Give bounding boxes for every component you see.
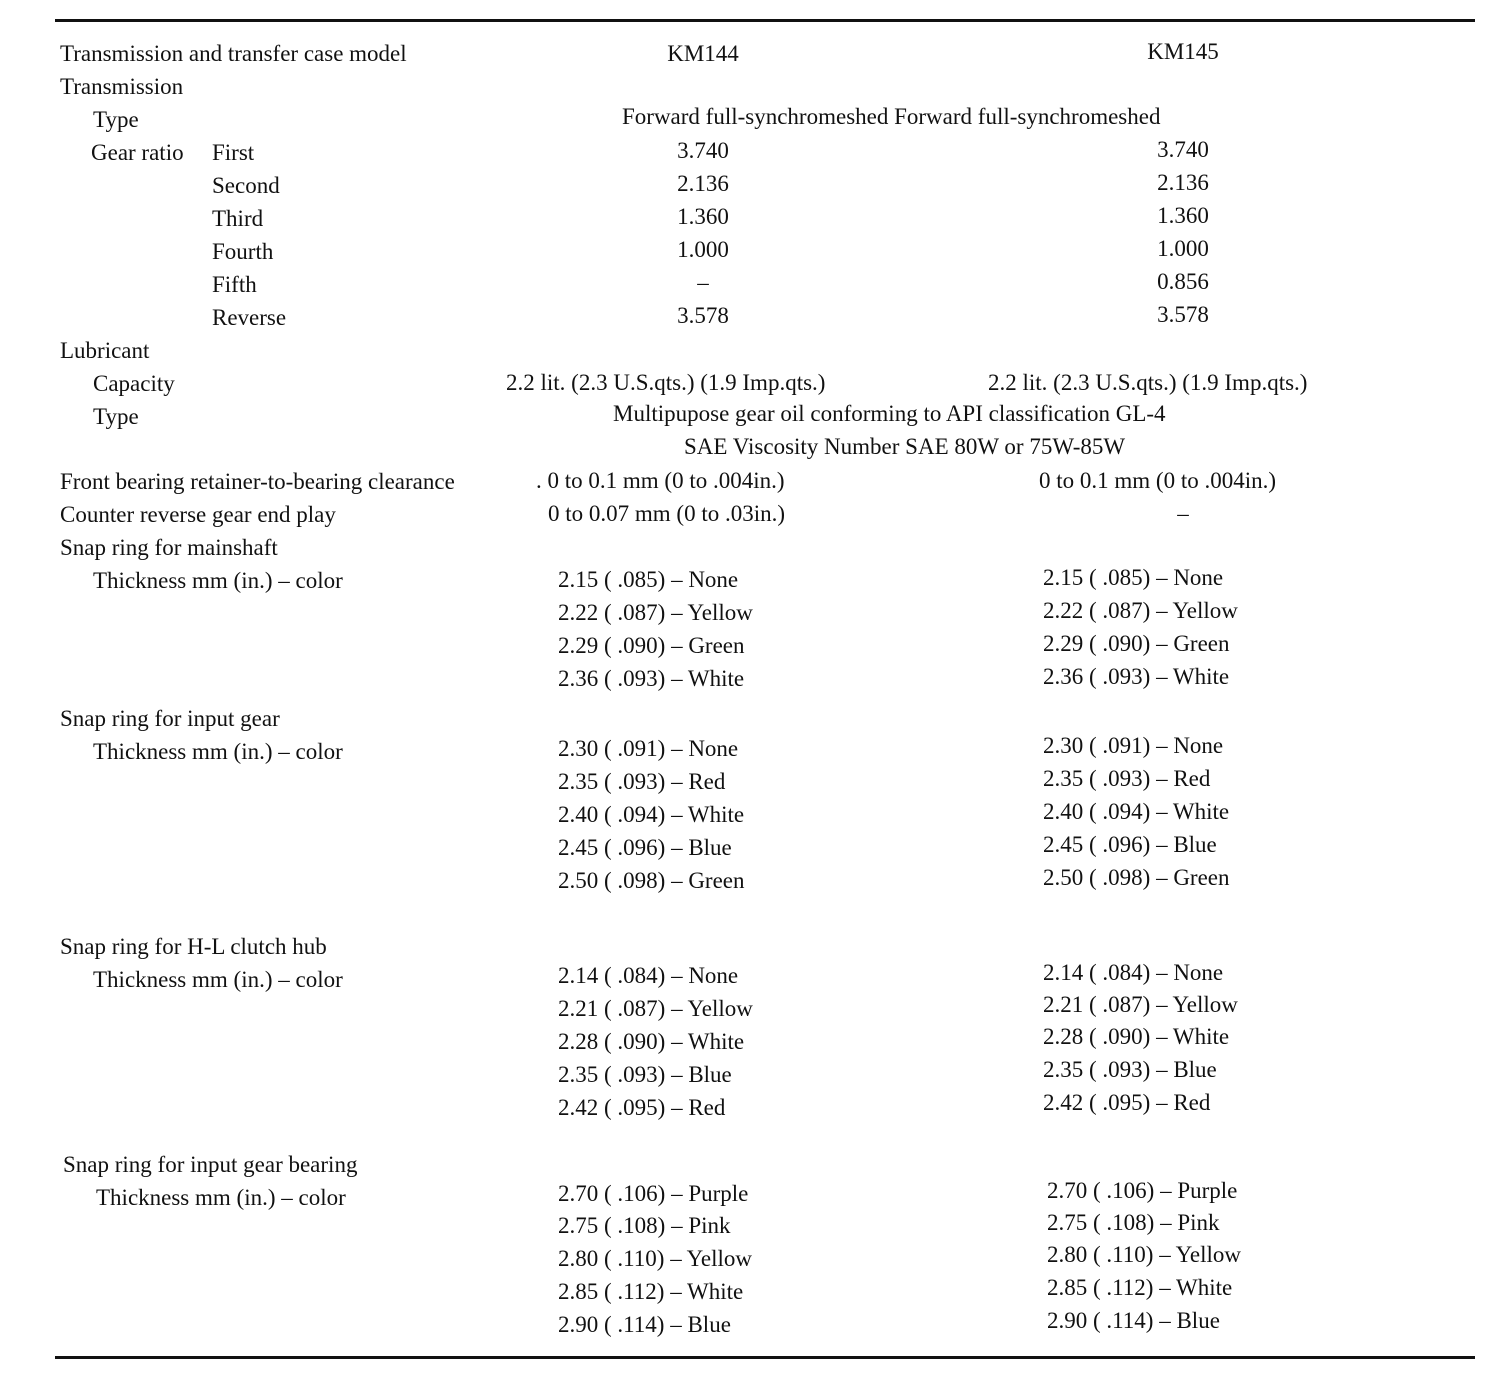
transmission-type-value: Forward full-synchromeshed Forward full-synchromeshed <box>622 104 1161 129</box>
snap-ring-value-b: 2.36 ( .093) – White <box>1043 664 1230 689</box>
lubricant-type-line-2: SAE Viscosity Number SAE 80W or 75W-85W <box>684 434 1126 459</box>
gear-name: Reverse <box>212 305 287 330</box>
gear-ratio-a: 1.000 <box>677 237 729 262</box>
gear-name: Fourth <box>212 239 274 264</box>
gear-ratio-a: 1.360 <box>677 204 729 229</box>
snap-ring-value-a: 2.35 ( .093) – Blue <box>558 1062 732 1087</box>
gear-name: Third <box>212 206 264 231</box>
gear-ratio-a: 3.578 <box>677 303 729 328</box>
gear-ratio-a: 3.740 <box>677 138 729 163</box>
snap-ring-heading: Snap ring for input gear bearing <box>63 1152 358 1177</box>
snap-ring-value-b: 2.15 ( .085) – None <box>1043 565 1224 590</box>
snap-ring-value-b: 2.14 ( .084) – None <box>1043 960 1224 985</box>
snap-ring-value-b: 2.35 ( .093) – Red <box>1043 766 1211 791</box>
capacity-a: 2.2 lit. (2.3 U.S.qts.) (1.9 Imp.qts.) <box>506 370 826 395</box>
snap-ring-value-a: 2.75 ( .108) – Pink <box>558 1213 731 1238</box>
snap-ring-value-b: 2.85 ( .112) – White <box>1047 1275 1233 1300</box>
counter-reverse-a: 0 to 0.07 mm (0 to .03in.) <box>548 501 786 526</box>
gear-ratio-b: 0.856 <box>1157 269 1209 294</box>
lubricant-type-line-1: Multipupose gear oil conforming to API classification GL-4 <box>613 401 1166 426</box>
snap-ring-value-a: 2.21 ( .087) – Yellow <box>558 996 753 1021</box>
bottom-rule <box>55 1356 1475 1359</box>
snap-ring-heading: Snap ring for H-L clutch hub <box>60 934 327 959</box>
snap-ring-heading: Snap ring for mainshaft <box>60 535 278 560</box>
model-b-heading: KM145 <box>1147 39 1219 64</box>
gear-name: Fifth <box>212 272 257 297</box>
snap-ring-value-b: 2.30 ( .091) – None <box>1043 733 1224 758</box>
capacity-label: Capacity <box>93 371 175 396</box>
transmission-type-label: Type <box>93 107 139 132</box>
gear-ratio-a: 2.136 <box>677 171 729 196</box>
snap-ring-value-a: 2.14 ( .084) – None <box>558 963 739 988</box>
snap-ring-value-a: 2.40 ( .094) – White <box>558 802 745 827</box>
counter-reverse-b: – <box>1177 501 1189 526</box>
gear-ratio-b: 2.136 <box>1157 170 1209 195</box>
snap-ring-value-a: 2.90 ( .114) – Blue <box>558 1312 731 1337</box>
gear-ratio-b: 3.740 <box>1157 137 1209 162</box>
snap-ring-value-b: 2.22 ( .087) – Yellow <box>1043 598 1238 623</box>
snap-ring-value-b: 2.45 ( .096) – Blue <box>1043 832 1217 857</box>
snap-ring-value-b: 2.75 ( .108) – Pink <box>1047 1210 1220 1235</box>
gear-ratio-label: Gear ratio <box>91 140 184 165</box>
gear-ratio-b: 1.000 <box>1157 236 1209 261</box>
model-label: Transmission and transfer case model <box>60 41 407 66</box>
snap-ring-value-a: 2.85 ( .112) – White <box>558 1279 744 1304</box>
snap-ring-sublabel: Thickness mm (in.) – color <box>93 568 343 593</box>
counter-reverse-label: Counter reverse gear end play <box>60 502 336 527</box>
gear-ratio-b: 1.360 <box>1157 203 1209 228</box>
snap-ring-value-a: 2.50 ( .098) – Green <box>558 868 745 893</box>
snap-ring-value-a: 2.15 ( .085) – None <box>558 567 739 592</box>
transmission-heading: Transmission <box>60 74 184 99</box>
capacity-b: 2.2 lit. (2.3 U.S.qts.) (1.9 Imp.qts.) <box>988 370 1308 395</box>
snap-ring-sublabel: Thickness mm (in.) – color <box>93 739 343 764</box>
gear-name: Second <box>212 173 280 198</box>
snap-ring-value-b: 2.90 ( .114) – Blue <box>1047 1308 1220 1333</box>
snap-ring-value-b: 2.80 ( .110) – Yellow <box>1047 1242 1242 1267</box>
snap-ring-value-a: 2.28 ( .090) – White <box>558 1029 745 1054</box>
snap-ring-value-a: 2.29 ( .090) – Green <box>558 633 745 658</box>
snap-ring-value-b: 2.40 ( .094) – White <box>1043 799 1230 824</box>
top-rule <box>55 19 1475 22</box>
lubricant-type-label: Type <box>93 404 139 429</box>
lubricant-heading: Lubricant <box>60 338 150 363</box>
snap-ring-value-a: 2.42 ( .095) – Red <box>558 1095 726 1120</box>
snap-ring-sublabel: Thickness mm (in.) – color <box>96 1185 346 1210</box>
snap-ring-value-a: 2.36 ( .093) – White <box>558 666 745 691</box>
snap-ring-sublabel: Thickness mm (in.) – color <box>93 967 343 992</box>
gear-name: First <box>212 140 255 165</box>
snap-ring-value-a: 2.22 ( .087) – Yellow <box>558 600 753 625</box>
snap-ring-value-b: 2.29 ( .090) – Green <box>1043 631 1230 656</box>
snap-ring-value-a: 2.30 ( .091) – None <box>558 736 739 761</box>
snap-ring-value-b: 2.35 ( .093) – Blue <box>1043 1057 1217 1082</box>
gear-ratio-a: – <box>697 270 709 295</box>
front-bearing-a: . 0 to 0.1 mm (0 to .004in.) <box>536 468 785 493</box>
gear-ratio-b: 3.578 <box>1157 302 1209 327</box>
snap-ring-value-a: 2.45 ( .096) – Blue <box>558 835 732 860</box>
snap-ring-value-b: 2.28 ( .090) – White <box>1043 1024 1230 1049</box>
front-bearing-b: 0 to 0.1 mm (0 to .004in.) <box>1039 468 1277 493</box>
snap-ring-value-a: 2.80 ( .110) – Yellow <box>558 1246 753 1271</box>
snap-ring-value-b: 2.21 ( .087) – Yellow <box>1043 992 1238 1017</box>
snap-ring-value-b: 2.50 ( .098) – Green <box>1043 865 1230 890</box>
snap-ring-value-a: 2.70 ( .106) – Purple <box>558 1181 749 1206</box>
snap-ring-value-b: 2.42 ( .095) – Red <box>1043 1090 1211 1115</box>
front-bearing-label: Front bearing retainer-to-bearing clearance <box>60 469 455 494</box>
snap-ring-value-a: 2.35 ( .093) – Red <box>558 769 726 794</box>
model-a-heading: KM144 <box>667 41 739 66</box>
snap-ring-heading: Snap ring for input gear <box>60 706 280 731</box>
snap-ring-value-b: 2.70 ( .106) – Purple <box>1047 1178 1238 1203</box>
